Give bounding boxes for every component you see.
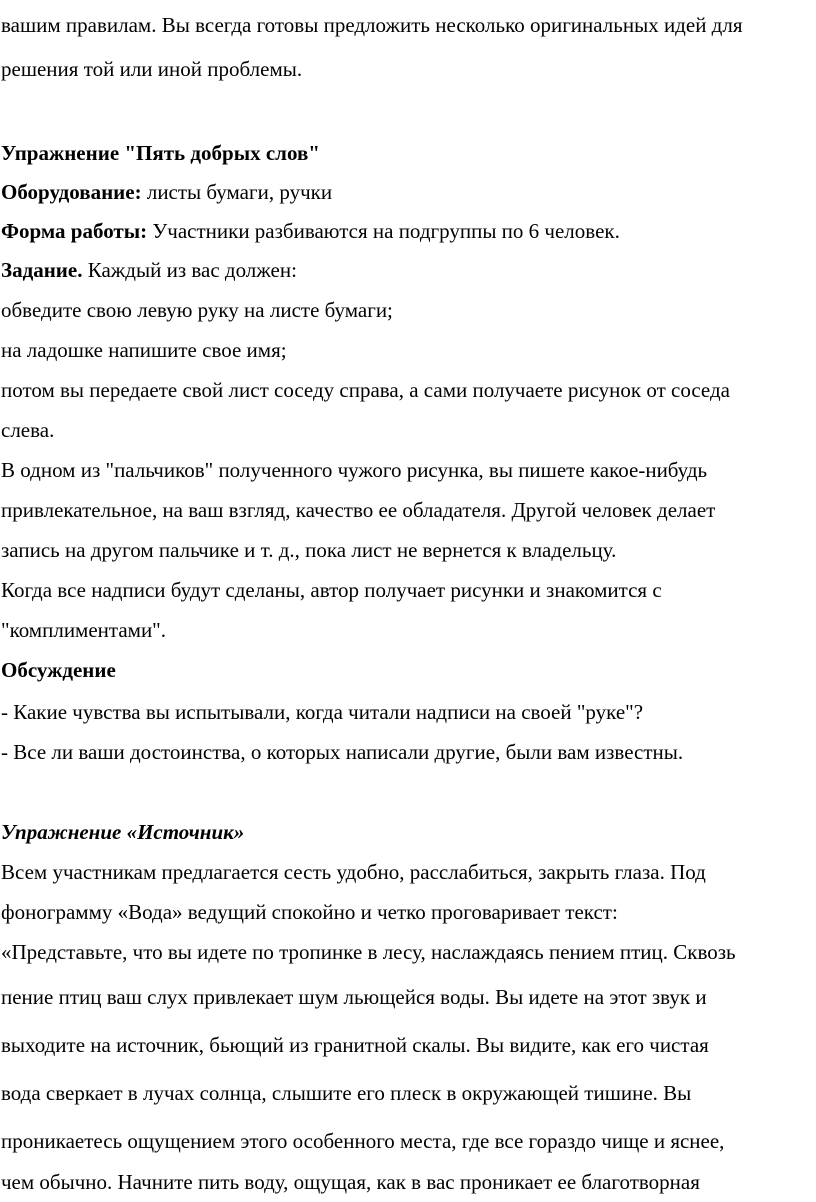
instruction-line: слева.	[1, 418, 55, 442]
instruction-line: "комплиментами".	[1, 618, 167, 642]
work-form-line	[1, 221, 620, 242]
work-form-text: Участники разбиваются на подгруппы по 6 человек.	[147, 219, 620, 243]
discussion-title: Обсуждение	[1, 658, 116, 682]
equipment-label: Оборудование:	[1, 180, 142, 204]
discussion-question: - Какие чувства вы испытывали, когда читали надписи на своей "руке"?	[1, 700, 644, 724]
exercise-2-line: пение птиц ваш слух привлекает шум льющейся воды. Вы идете на этот звук и	[1, 985, 707, 1009]
instruction-line: на ладошке напишите свое имя;	[1, 338, 287, 362]
instruction-line: привлекательное, на ваш взгляд, качество ее обладателя. Другой человек делает	[1, 498, 716, 522]
intro-line-2: решения той или иной проблемы.	[1, 57, 303, 81]
discussion-question: - Все ли ваши достоинства, о которых написали другие, были вам известны.	[1, 740, 684, 764]
exercise-2-line: вода сверкает в лучах солнца, слышите его плеск в окружающей тишине. Вы	[1, 1081, 692, 1105]
instruction-line: потом вы передаете свой лист соседу справа, а сами получаете рисунок от соседа	[1, 378, 730, 402]
exercise-2-line: чем обычно. Начните пить воду, ощущая, как в вас проникает ее благотворная	[1, 1170, 700, 1194]
task-label: Задание.	[1, 258, 83, 282]
task-line	[1, 260, 297, 281]
exercise-2-title: Упражнение «Источник»	[1, 820, 245, 844]
exercise-2-line: фонограмму «Вода» ведущий спокойно и четко проговаривает текст:	[1, 900, 618, 924]
exercise-2-line: выходите на источник, бьющий из гранитной скалы. Вы видите, как его чистая	[1, 1033, 709, 1057]
exercise-2-line: Всем участникам предлагается сесть удобно, расслабиться, закрыть глаза. Под	[1, 860, 706, 884]
intro-line-1: вашим правилам. Вы всегда готовы предложить несколько оригинальных идей для	[1, 13, 743, 37]
instruction-line: В одном из "пальчиков" полученного чужого рисунка, вы пишете какое-нибудь	[1, 458, 708, 482]
exercise-1-title: Упражнение "Пять добрых слов"	[1, 141, 320, 165]
instruction-line: Когда все надписи будут сделаны, автор получает рисунки и знакомится с	[1, 578, 662, 602]
task-text: Каждый из вас должен:	[82, 258, 297, 282]
instruction-line: обведите свою левую руку на листе бумаги;	[1, 298, 393, 322]
work-form-label: Форма работы:	[1, 219, 148, 243]
equipment-text: листы бумаги, ручки	[141, 180, 333, 204]
equipment-line	[1, 182, 332, 203]
exercise-2-line: «Представьте, что вы идете по тропинке в лесу, наслаждаясь пением птиц. Сквозь	[1, 940, 736, 964]
exercise-2-line: проникаетесь ощущением этого особенного места, где все гораздо чище и яснее,	[1, 1129, 725, 1153]
instruction-line: запись на другом пальчике и т. д., пока лист не вернется к владельцу.	[1, 538, 617, 562]
